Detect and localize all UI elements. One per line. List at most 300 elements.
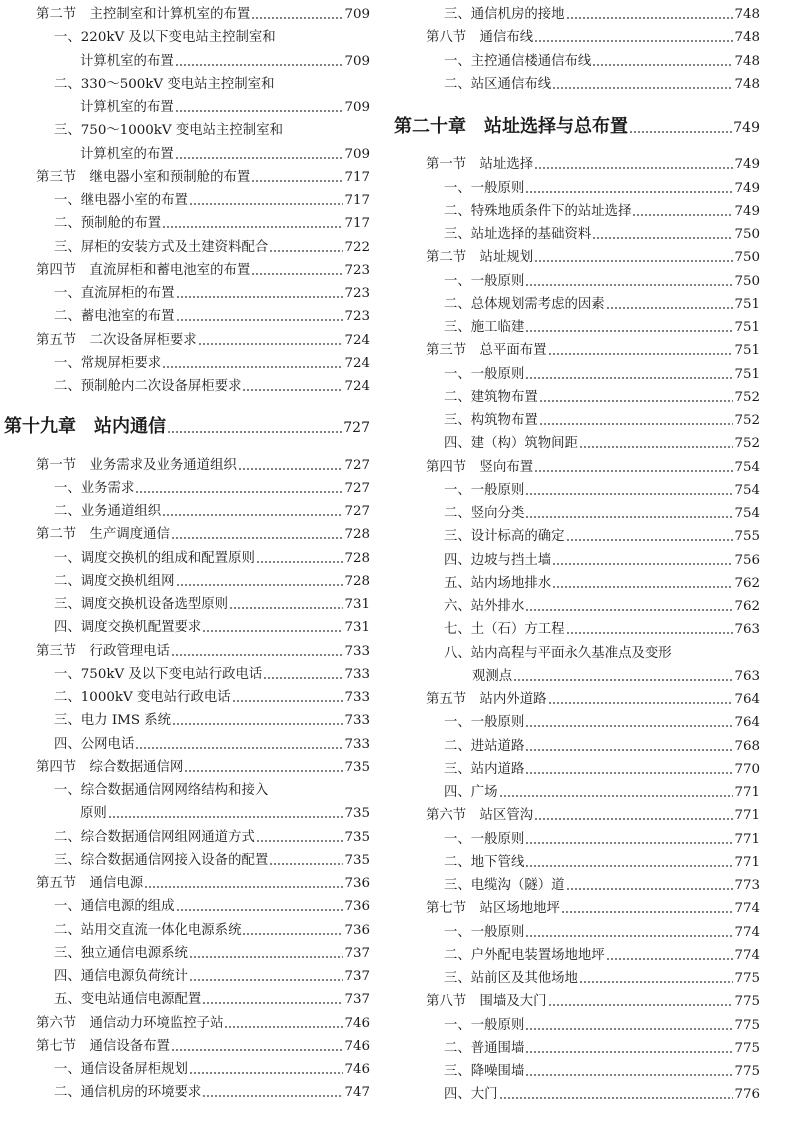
dot-leader xyxy=(171,537,344,539)
dot-leader xyxy=(198,343,344,345)
toc-page-number: 735 xyxy=(344,806,370,822)
toc-item xyxy=(392,365,760,385)
toc-entry-title: 一、直流屏柜的布置 xyxy=(54,286,175,301)
toc-page-number: 747 xyxy=(344,1085,370,1101)
toc-item xyxy=(0,549,370,569)
toc-item xyxy=(392,574,760,594)
toc-item xyxy=(0,354,370,374)
dot-leader xyxy=(579,446,734,448)
dot-leader xyxy=(566,539,734,541)
toc-item xyxy=(0,711,370,731)
dot-leader xyxy=(175,157,344,159)
dot-leader xyxy=(224,1026,343,1028)
toc-item xyxy=(392,713,760,733)
toc-item xyxy=(392,225,760,245)
toc-entry-title: 一、调度交换机的组成和配置原则 xyxy=(54,550,255,566)
toc-page-number: 763 xyxy=(734,622,760,638)
dot-leader xyxy=(499,795,734,797)
toc-entry-title: 二、站用交直流一体化电源系统 xyxy=(54,922,242,938)
toc-item xyxy=(0,921,370,941)
toc-item xyxy=(0,284,370,304)
toc-entry-title: 五、站内场地排水 xyxy=(444,575,552,591)
toc-page-number: 750 xyxy=(734,250,760,266)
toc-item xyxy=(392,179,760,199)
toc-page-number: 774 xyxy=(734,924,760,940)
toc-page-number: 735 xyxy=(344,852,370,868)
dot-leader xyxy=(525,609,733,611)
toc-entry-title: 二、站区通信布线 xyxy=(444,76,552,92)
toc-item xyxy=(392,388,760,408)
toc-entry-title: 二、特殊地质条件下的站址选择 xyxy=(444,203,632,219)
dot-leader xyxy=(242,389,343,391)
toc-entry-title: 第五节 通信电源 xyxy=(36,876,144,891)
toc-page-number: 709 xyxy=(344,100,370,115)
toc-entry-title: 四、大门 xyxy=(444,1087,498,1103)
toc-entry-title: 三、站址选择的基础资料 xyxy=(444,227,592,242)
dot-leader xyxy=(525,1074,733,1076)
toc-item xyxy=(392,318,760,338)
toc-page-number: 773 xyxy=(734,878,760,893)
dot-leader xyxy=(251,273,343,275)
toc-item xyxy=(392,434,760,454)
toc-page-number: 722 xyxy=(344,239,370,255)
toc-entry-title: 第一节 站址选择 xyxy=(426,157,534,173)
toc-entry-title: 二、普通围墙 xyxy=(444,1040,525,1056)
dot-leader xyxy=(189,979,344,981)
toc-page-number: 764 xyxy=(734,715,760,731)
toc-item xyxy=(392,620,760,640)
dot-leader xyxy=(232,700,344,702)
toc-item xyxy=(392,481,760,501)
toc-entry-title: 三、综合数据通信网接入设备的配置 xyxy=(54,852,269,868)
toc-entry-title: 一、一般原则 xyxy=(444,924,525,940)
dot-leader xyxy=(525,1051,733,1053)
dot-leader xyxy=(176,319,344,321)
toc-entry-title: 二、建筑物布置 xyxy=(444,389,538,405)
toc-entry-title: 一、通信设备屏柜规划 xyxy=(54,1062,188,1077)
toc-section xyxy=(392,899,760,919)
toc-section xyxy=(392,155,760,175)
dot-leader xyxy=(534,818,733,820)
toc-page-number: 733 xyxy=(344,736,370,752)
toc-page-number: 736 xyxy=(344,876,370,891)
dot-leader xyxy=(525,516,733,518)
toc-item xyxy=(0,502,370,522)
toc-entry-title: 五、变电站通信电源配置 xyxy=(54,992,202,1008)
toc-item xyxy=(0,98,370,118)
toc-page-number: 728 xyxy=(344,550,370,566)
toc-item xyxy=(0,688,370,708)
toc-entry-title: 二、总体规划需考虑的因素 xyxy=(444,296,605,312)
toc-item xyxy=(0,804,370,824)
toc-item xyxy=(0,121,370,141)
toc-entry-title: 第四节 竖向布置 xyxy=(426,459,534,475)
toc-entry-title: 二、蓄电池室的布置 xyxy=(54,309,175,325)
dot-leader xyxy=(629,131,732,133)
toc-section xyxy=(0,874,370,894)
toc-item xyxy=(0,145,370,165)
toc-page-number: 728 xyxy=(344,527,370,543)
toc-item xyxy=(392,295,760,315)
toc-section xyxy=(0,5,370,25)
toc-entry-title: 一、一般原则 xyxy=(444,482,525,498)
toc-entry-title: 一、一般原则 xyxy=(444,715,525,731)
toc-page-number: 724 xyxy=(344,332,370,348)
dot-leader xyxy=(229,607,343,609)
toc-entry-title: 三、站内道路 xyxy=(444,761,525,777)
dot-leader xyxy=(552,87,733,89)
toc-item xyxy=(392,667,760,687)
toc-page-number: 737 xyxy=(344,969,370,984)
dot-leader xyxy=(579,981,734,983)
toc-page-number: 770 xyxy=(734,761,760,777)
toc-section xyxy=(0,1037,370,1057)
toc-item xyxy=(392,923,760,943)
toc-page-number: 723 xyxy=(344,286,370,301)
dot-leader xyxy=(175,110,344,112)
toc-page-number: 774 xyxy=(734,901,760,917)
toc-section xyxy=(392,248,760,268)
toc-entry-title: 第六节 通信动力环境监控子站 xyxy=(36,1015,224,1031)
toc-page-number: 731 xyxy=(344,597,370,612)
toc-item xyxy=(392,202,760,222)
dot-leader xyxy=(534,260,733,262)
dot-leader xyxy=(172,723,343,725)
toc-page-number: 749 xyxy=(734,157,760,173)
toc-entry-title: 一、一般原则 xyxy=(444,366,525,382)
toc-entry-title: 三、通信机房的接地 xyxy=(444,7,565,22)
dot-leader xyxy=(256,840,344,842)
toc-page-number: 750 xyxy=(734,227,760,242)
toc-item xyxy=(392,853,760,873)
toc-page-number: 727 xyxy=(344,504,370,519)
toc-item xyxy=(392,597,760,617)
toc-page-number: 709 xyxy=(344,53,370,69)
toc-page-number: 752 xyxy=(734,413,760,428)
toc-item xyxy=(392,504,760,524)
toc-page-number: 733 xyxy=(344,643,370,659)
dot-leader xyxy=(189,203,344,205)
dot-leader xyxy=(176,296,344,298)
toc-item xyxy=(0,618,370,638)
toc-section xyxy=(0,456,370,476)
toc-page-number: 762 xyxy=(734,599,760,614)
toc-page-number: 733 xyxy=(344,690,370,705)
toc-item xyxy=(392,830,760,850)
dot-leader xyxy=(171,1049,344,1051)
toc-page-number: 733 xyxy=(344,713,370,729)
dot-leader xyxy=(176,584,344,586)
dot-leader xyxy=(525,935,733,937)
dot-leader xyxy=(242,933,343,935)
dot-leader xyxy=(176,909,344,911)
toc-entry-title: 三、站前区及其他场地 xyxy=(444,971,578,986)
toc-item xyxy=(392,760,760,780)
toc-item xyxy=(0,851,370,871)
toc-item xyxy=(392,1062,760,1082)
dot-leader xyxy=(566,632,734,634)
toc-item xyxy=(0,735,370,755)
dot-leader xyxy=(539,400,734,402)
toc-page-number: 717 xyxy=(344,193,370,208)
dot-leader xyxy=(108,816,344,818)
toc-page-number: 754 xyxy=(734,506,760,521)
toc-item xyxy=(392,737,760,757)
toc-section xyxy=(0,525,370,545)
toc-entry-title: 第十九章 站内通信 xyxy=(4,416,166,438)
dot-leader xyxy=(135,747,343,749)
toc-page-number: 752 xyxy=(734,389,760,405)
dot-leader xyxy=(525,725,733,727)
toc-entry-title: 第五节 站内外道路 xyxy=(426,692,547,707)
toc-item xyxy=(392,969,760,989)
toc-entry-title: 第二节 主控制室和计算机室的布置 xyxy=(36,7,251,22)
toc-page-number: 749 xyxy=(733,120,760,136)
dot-leader xyxy=(534,470,733,472)
dot-leader xyxy=(251,180,343,182)
toc-page-number: 775 xyxy=(734,1040,760,1056)
toc-entry-title: 三、构筑物布置 xyxy=(444,413,538,428)
toc-page-number: 751 xyxy=(734,320,760,335)
toc-page-number: 736 xyxy=(344,922,370,938)
dot-leader xyxy=(525,1028,733,1030)
toc-section xyxy=(0,642,370,662)
toc-entry-title: 二、综合数据通信网组网通道方式 xyxy=(54,829,255,845)
toc-item xyxy=(392,272,760,292)
toc-page-number: 723 xyxy=(344,262,370,278)
toc-entry-title: 二、户外配电装置场地地坪 xyxy=(444,947,605,963)
toc-entry-title: 三、电力 IMS 系统 xyxy=(54,713,172,729)
toc-item xyxy=(0,897,370,917)
dot-leader xyxy=(525,330,733,332)
dot-leader xyxy=(525,284,733,286)
dot-leader xyxy=(548,702,734,704)
toc-item xyxy=(392,527,760,547)
dot-leader xyxy=(525,772,733,774)
toc-entry-title: 八、站内高程与平面永久基准点及变形 xyxy=(444,645,672,661)
toc-page-number: 724 xyxy=(344,379,370,394)
toc-item xyxy=(0,665,370,685)
toc-page-number: 756 xyxy=(734,552,760,568)
dot-leader xyxy=(202,1002,343,1004)
toc-item xyxy=(392,75,760,95)
toc-page-number: 737 xyxy=(344,945,370,961)
toc-item xyxy=(392,551,760,571)
toc-entry-title: 二、预制舱的布置 xyxy=(54,216,162,232)
dot-leader xyxy=(184,770,343,772)
toc-item xyxy=(0,572,370,592)
dot-leader xyxy=(552,563,733,565)
toc-section xyxy=(0,168,370,188)
dot-leader xyxy=(525,842,733,844)
toc-item xyxy=(392,52,760,72)
toc-page-number: 728 xyxy=(344,573,370,589)
toc-item xyxy=(392,5,760,25)
toc-entry-title: 一、一般原则 xyxy=(444,1017,525,1033)
toc-item xyxy=(392,1039,760,1059)
toc-entry-title: 一、一般原则 xyxy=(444,273,525,289)
dot-leader xyxy=(251,17,343,19)
dot-leader xyxy=(238,468,344,470)
toc-entry-title: 一、主控通信楼通信布线 xyxy=(444,53,592,69)
toc-page-number: 731 xyxy=(344,620,370,636)
toc-section xyxy=(392,992,760,1012)
dot-leader xyxy=(566,17,734,19)
toc-entry-title: 七、土（石）方工程 xyxy=(444,622,565,638)
toc-entry-title: 第八节 通信布线 xyxy=(426,30,534,46)
toc-item xyxy=(0,75,370,95)
toc-section xyxy=(392,341,760,361)
toc-entry-title: 二、竖向分类 xyxy=(444,506,525,521)
toc-section xyxy=(0,758,370,778)
dot-leader xyxy=(167,431,342,433)
dot-leader xyxy=(499,1097,734,1099)
toc-page-number: 776 xyxy=(734,1087,760,1103)
toc-entry-title: 二、地下管线 xyxy=(444,854,525,870)
toc-section xyxy=(0,331,370,351)
toc-section xyxy=(0,261,370,281)
toc-page-number: 717 xyxy=(344,216,370,232)
toc-entry-title: 四、通信电源负荷统计 xyxy=(54,969,188,984)
toc-entry-title: 二、330～500kV 变电站主控制室和 xyxy=(54,76,275,92)
toc-section xyxy=(392,458,760,478)
toc-entry-title: 二、调度交换机组网 xyxy=(54,573,175,589)
dot-leader xyxy=(162,366,343,368)
toc-entry-title: 原则 xyxy=(80,806,107,822)
toc-entry-title: 计算机室的布置 xyxy=(80,146,174,162)
toc-page-number: 727 xyxy=(344,480,370,496)
toc-entry-title: 一、业务需求 xyxy=(54,480,135,496)
toc-page-number: 775 xyxy=(734,1064,760,1079)
toc-item xyxy=(0,595,370,615)
toc-page-number: 723 xyxy=(344,309,370,325)
toc-page-number: 754 xyxy=(734,482,760,498)
dot-leader xyxy=(534,167,733,169)
dot-leader xyxy=(263,677,343,679)
toc-chapter xyxy=(392,115,760,140)
toc-entry-title: 一、220kV 及以下变电站主控制室和 xyxy=(54,30,276,46)
toc-entry-title: 计算机室的布置 xyxy=(80,53,174,69)
toc-item xyxy=(0,191,370,211)
toc-entry-title: 第一节 业务需求及业务通道组织 xyxy=(36,457,237,473)
toc-page-number: 774 xyxy=(734,947,760,963)
toc-entry-title: 计算机室的布置 xyxy=(80,100,174,115)
toc-page-number: 746 xyxy=(344,1062,370,1077)
toc-item xyxy=(0,1060,370,1080)
toc-item xyxy=(392,644,760,664)
dot-leader xyxy=(525,191,733,193)
dot-leader xyxy=(189,956,344,958)
dot-leader xyxy=(592,237,733,239)
toc-entry-title: 一、一般原则 xyxy=(444,180,525,196)
toc-entry-title: 第二节 生产调度通信 xyxy=(36,527,170,543)
toc-entry-title: 观测点 xyxy=(472,668,513,684)
dot-leader xyxy=(561,911,734,913)
toc-entry-title: 第四节 直流屏柜和蓄电池室的布置 xyxy=(36,262,251,278)
dot-leader xyxy=(269,250,343,252)
toc-item xyxy=(0,52,370,72)
toc-section xyxy=(392,806,760,826)
toc-page-number: 717 xyxy=(344,169,370,185)
toc-item xyxy=(392,876,760,896)
toc-entry-title: 六、站外排水 xyxy=(444,599,525,614)
toc-page-number: 724 xyxy=(344,355,370,371)
toc-item xyxy=(392,411,760,431)
toc-entry-title: 四、边坡与挡土墙 xyxy=(444,552,552,568)
toc-section xyxy=(392,690,760,710)
toc-item xyxy=(0,990,370,1010)
toc-page-number: 748 xyxy=(734,30,760,46)
toc-page-number: 709 xyxy=(344,146,370,162)
toc-entry-title: 第七节 通信设备布置 xyxy=(36,1038,170,1054)
toc-entry-title: 三、降噪围墙 xyxy=(444,1064,525,1079)
toc-entry-title: 二、业务通道组织 xyxy=(54,504,162,519)
toc-page-number: 751 xyxy=(734,296,760,312)
toc-section xyxy=(0,1014,370,1034)
toc-page-number: 748 xyxy=(734,7,760,22)
toc-page-number: 752 xyxy=(734,436,760,452)
dot-leader xyxy=(513,679,733,681)
toc-item xyxy=(0,479,370,499)
dot-leader xyxy=(171,654,344,656)
toc-page-number: 709 xyxy=(344,7,370,22)
dot-leader xyxy=(256,561,344,563)
toc-page-number: 733 xyxy=(344,666,370,682)
toc-page-number: 754 xyxy=(734,459,760,475)
toc-page-number: 775 xyxy=(734,1017,760,1033)
toc-item xyxy=(0,214,370,234)
dot-leader xyxy=(552,586,733,588)
toc-entry-title: 二、通信机房的环境要求 xyxy=(54,1085,202,1101)
toc-entry-title: 一、常规屏柜要求 xyxy=(54,355,162,371)
toc-entry-title: 第八节 围墙及大门 xyxy=(426,994,547,1010)
toc-entry-title: 第六节 站区管沟 xyxy=(426,808,534,824)
toc-entry-title: 三、施工临建 xyxy=(444,320,525,335)
dot-leader xyxy=(189,1072,344,1074)
toc-page-number: 751 xyxy=(734,366,760,382)
dot-leader xyxy=(525,377,733,379)
toc-section xyxy=(392,28,760,48)
toc-entry-title: 一、通信电源的组成 xyxy=(54,899,175,915)
toc-entry-title: 第二十章 站址选择与总布置 xyxy=(394,116,628,137)
toc-page-number: 763 xyxy=(734,668,760,684)
dot-leader xyxy=(534,40,733,42)
toc-page-number: 746 xyxy=(344,1038,370,1054)
toc-page-number: 748 xyxy=(734,76,760,92)
toc-page-number: 746 xyxy=(344,1015,370,1031)
toc-entry-title: 一、一般原则 xyxy=(444,831,525,847)
toc-item xyxy=(392,1016,760,1036)
toc-entry-title: 二、预制舱内二次设备屏柜要求 xyxy=(54,379,242,394)
toc-page-number: 764 xyxy=(734,692,760,707)
dot-leader xyxy=(539,423,734,425)
toc-entry-title: 第四节 综合数据通信网 xyxy=(36,759,184,775)
dot-leader xyxy=(632,214,733,216)
toc-page-number: 751 xyxy=(734,343,760,359)
toc-item xyxy=(0,781,370,801)
toc-page-number: 737 xyxy=(344,992,370,1008)
toc-item xyxy=(392,783,760,803)
dot-leader xyxy=(269,863,343,865)
dot-leader xyxy=(548,353,734,355)
toc-entry-title: 四、调度交换机配置要求 xyxy=(54,620,202,636)
dot-leader xyxy=(162,226,343,228)
toc-item xyxy=(392,946,760,966)
dot-leader xyxy=(525,865,733,867)
toc-chapter xyxy=(0,415,370,440)
toc-entry-title: 二、进站道路 xyxy=(444,738,525,754)
dot-leader xyxy=(202,1095,343,1097)
